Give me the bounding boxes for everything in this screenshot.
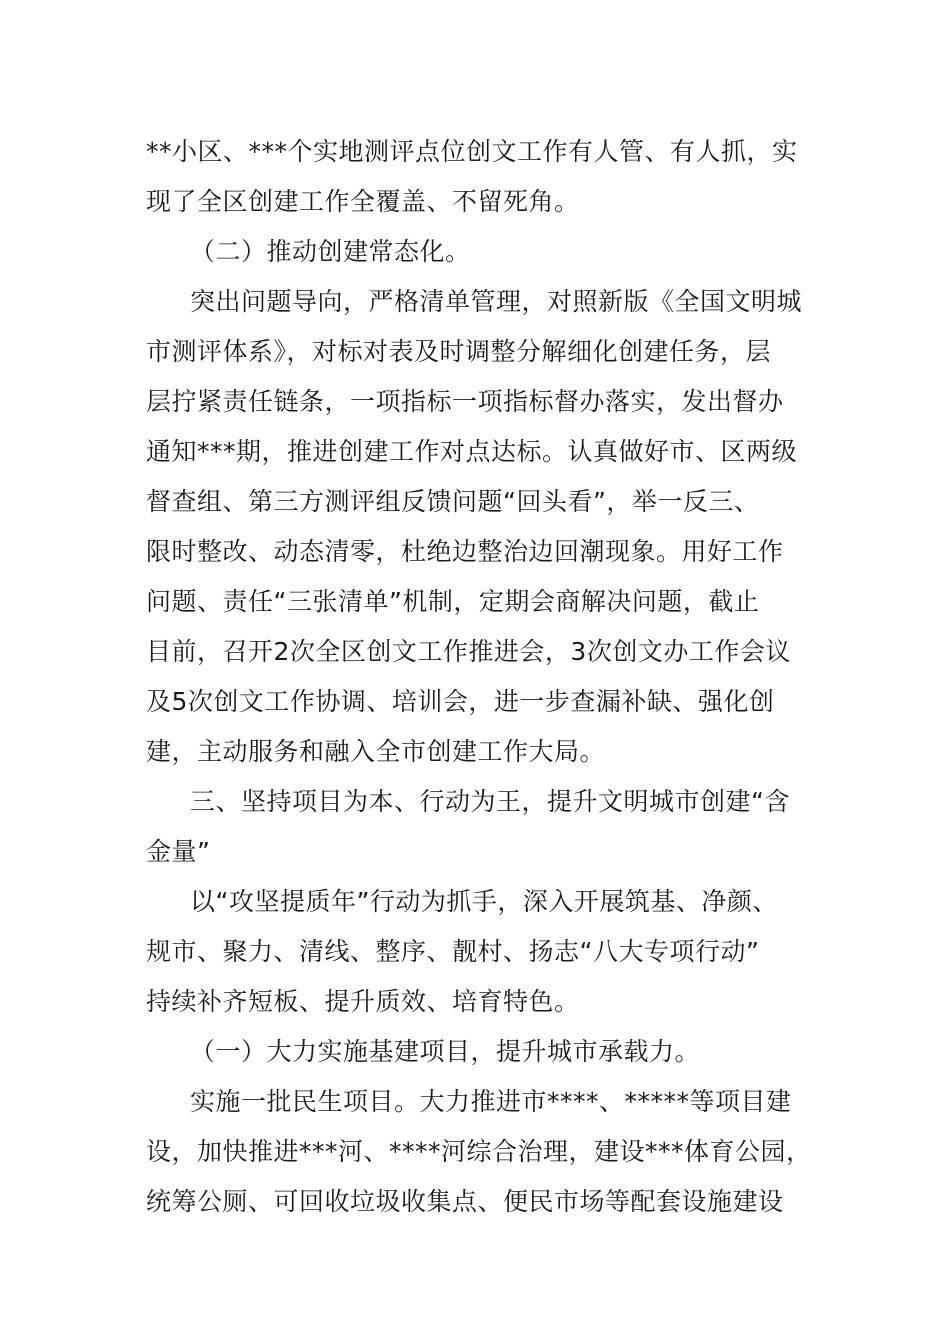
text-line: 设，加快推进***河、****河综合治理，建设***体育公园，	[146, 1137, 812, 1166]
text-line: 限时整改、动态清零，杜绝边整治边回潮现象。用好工作	[146, 537, 784, 566]
document-body	[146, 127, 816, 1227]
section-heading: （一）大力实施基建项目，提升城市承载力。	[190, 1037, 701, 1066]
text-line: 持续补齐短板、提升质效、培育特色。	[146, 987, 580, 1016]
section-heading: （二）推动创建常态化。	[190, 237, 471, 266]
text-line: 层拧紧责任链条，一项指标一项指标督办落实，发出督办	[146, 387, 784, 416]
text-line: 市测评体系》，对标对表及时调整分解细化创建任务，层	[146, 337, 772, 366]
paragraph-start: 突出问题导向，严格清单管理，对照新版《全国文明城	[190, 287, 803, 316]
text-line: 现了全区创建工作全覆盖、不留死角。	[146, 187, 580, 216]
text-line: 通知***期，推进创建工作对点达标。认真做好市、区两级	[146, 437, 798, 466]
text-line: 及5次创文工作协调、培训会，进一步查漏补缺、强化创	[146, 687, 775, 716]
text-line: 金量”	[146, 837, 211, 866]
text-line: 建，主动服务和融入全市创建工作大局。	[146, 737, 606, 766]
text-line: 问题、责任“三张清单”机制，定期会商解决问题，截止	[146, 587, 760, 616]
section-heading: 三、坚持项目为本、行动为王，提升文明城市创建“含	[190, 787, 790, 816]
text-line: 统筹公厕、可回收垃圾收集点、便民市场等配套设施建设	[146, 1187, 784, 1216]
paragraph-start: 实施一批民生项目。大力推进市****、*****等项目建	[190, 1087, 792, 1116]
paragraph-start: 以“攻坚提质年”行动为抓手，深入开展筑基、净颜、	[190, 887, 778, 916]
text-line: 目前，召开2次全区创文工作推进会，3次创文办工作会议	[146, 637, 791, 666]
text-line: 督查组、第三方测评组反馈问题“回头看”，举一反三、	[146, 487, 760, 516]
text-line: **小区、***个实地测评点位创文工作有人管、有人抓，实	[146, 137, 798, 166]
text-line: 规市、聚力、清线、整序、靓村、扬志“八大专项行动”	[146, 937, 760, 966]
